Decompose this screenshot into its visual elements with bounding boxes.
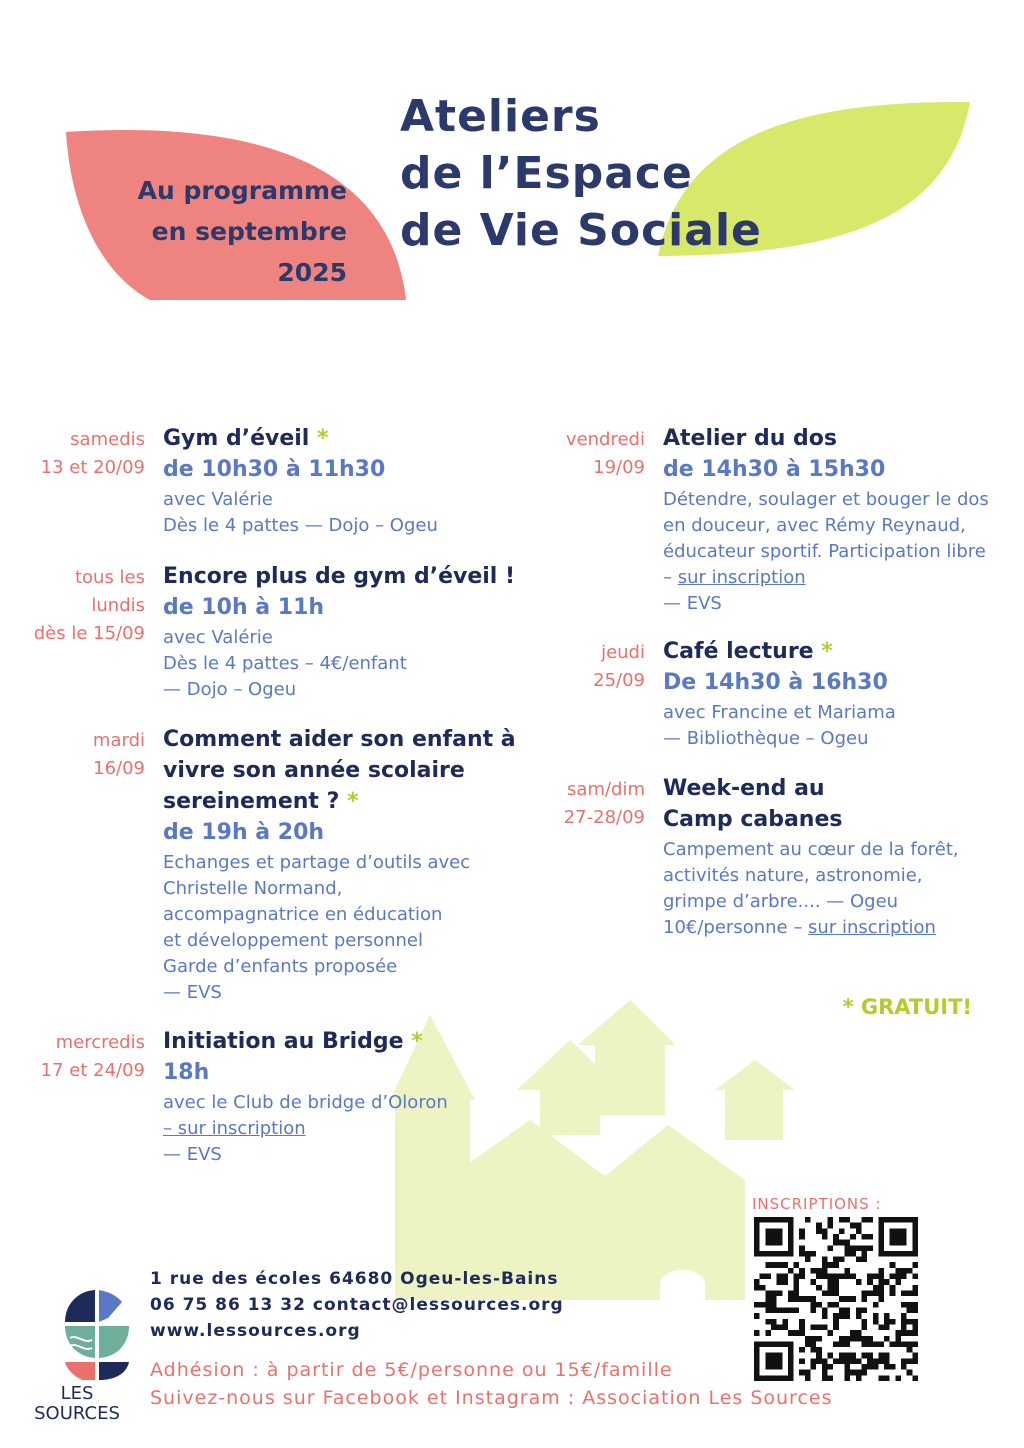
event-camp-cabanes — [563, 773, 959, 941]
les-sources-logo — [62, 1288, 132, 1384]
event-date: sam/dim 27-28/09 — [563, 779, 645, 828]
inscriptions-label: INSCRIPTIONS : — [752, 1195, 882, 1213]
event-cafe-lecture — [593, 636, 896, 752]
free-star: * — [411, 1029, 423, 1054]
registration-link[interactable]: sur inscription — [808, 917, 936, 938]
event-title: Week-end au — [663, 776, 825, 801]
desc-line: Echanges et partage d’outils avec — [163, 852, 471, 873]
desc-line: Garde d’enfants proposée — [163, 956, 398, 977]
desc-line: avec Valérie — [163, 627, 273, 648]
desc-line — [663, 565, 989, 591]
event-description — [163, 850, 516, 1006]
desc-line: Campement au cœur de la forêt, — [663, 839, 959, 860]
desc-line: Dès le 4 pattes – 4€/enfant — [163, 653, 407, 674]
desc-line: Détendre, soulager et bouger le dos — [663, 489, 989, 510]
event-description — [163, 625, 515, 703]
logo-wordmark: LES SOURCES — [34, 1383, 120, 1424]
desc-line: et développement personnel — [163, 930, 423, 951]
registration-link[interactable]: sur inscription — [677, 567, 806, 588]
event-description — [663, 487, 989, 617]
event-time: de 10h à 11h — [163, 595, 325, 620]
free-star: * — [317, 426, 329, 451]
subtitle-line: Au programme — [137, 176, 347, 205]
event-description — [663, 700, 896, 752]
desc-line: activités nature, astronomie, — [663, 865, 923, 886]
address: 1 rue des écoles 64680 Ogeu-les-Bains — [150, 1269, 559, 1289]
social-text: Suivez-nous sur Facebook et Instagram : Association Les Sources — [150, 1387, 833, 1409]
event-title — [163, 423, 438, 454]
event-title — [663, 636, 896, 667]
desc-line — [663, 915, 959, 941]
registration-link[interactable]: – sur inscription — [163, 1118, 306, 1139]
event-gym-eveil-lundis — [33, 561, 516, 703]
free-star: * — [347, 789, 359, 814]
event-title: vivre son année scolaire — [163, 758, 465, 783]
event-date: tous les lundis dès le 15/09 — [33, 567, 145, 644]
event-title-text: Initiation au Bridge — [163, 1029, 404, 1054]
title-line: de l’Espace — [400, 148, 693, 199]
title-line: Ateliers — [400, 91, 601, 142]
event-title-text: Café lecture — [663, 639, 814, 664]
event-title — [163, 1026, 448, 1057]
event-time: de 10h30 à 11h30 — [163, 457, 386, 482]
link-prefix: 10€/personne – — [663, 917, 809, 938]
event-time: de 19h à 20h — [163, 820, 325, 845]
desc-line: Christelle Normand, — [163, 878, 343, 899]
adhesion-text: Adhésion : à partir de 5€/personne ou 15€/famille — [150, 1359, 673, 1381]
desc-line: — EVS — [663, 593, 722, 614]
event-time: De 14h30 à 16h30 — [663, 670, 888, 695]
desc-line: — Dojo – Ogeu — [163, 679, 297, 700]
event-date: mercredis 17 et 24/09 — [40, 1032, 145, 1081]
desc-line: — Bibliothèque – Ogeu — [663, 728, 869, 749]
website-link[interactable]: www.lessources.org — [150, 1321, 361, 1341]
event-description — [163, 1090, 448, 1168]
desc-line: accompagnatrice en éducation — [163, 904, 443, 925]
desc-line: avec le Club de bridge d’Oloron — [163, 1092, 448, 1113]
event-date: mardi 16/09 — [92, 730, 145, 779]
event-title: Atelier du dos — [663, 426, 838, 451]
event-date: vendredi 19/09 — [565, 429, 645, 478]
membership-info — [150, 1356, 832, 1412]
event-title — [163, 786, 516, 817]
title-line: de Vie Sociale — [400, 205, 762, 256]
desc-line: en douceur, avec Rémy Reynaud, — [663, 515, 966, 536]
desc-line: — EVS — [163, 982, 222, 1003]
contact-info — [150, 1266, 564, 1344]
event-bridge — [40, 1026, 448, 1168]
event-title: Encore plus de gym d’éveil ! — [163, 564, 516, 589]
desc-line: avec Francine et Mariama — [663, 702, 896, 723]
subtitle-line: en septembre — [151, 217, 347, 246]
event-title: Comment aider son enfant à — [163, 727, 516, 752]
phone-email[interactable]: 06 75 86 13 32 contact@lessources.org — [150, 1295, 564, 1315]
desc-line: Dès le 4 pattes — Dojo – Ogeu — [163, 515, 438, 536]
desc-line: avec Valérie — [163, 489, 273, 510]
event-time: de 14h30 à 15h30 — [663, 457, 886, 482]
event-aide-scolaire — [92, 724, 516, 1006]
link-prefix: – — [663, 567, 678, 588]
desc-line: grimpe d’arbre.... — Ogeu — [663, 891, 899, 912]
village-silhouette — [390, 1000, 795, 1300]
event-title: Camp cabanes — [663, 807, 843, 832]
event-time: 18h — [163, 1060, 210, 1085]
event-gym-eveil — [40, 423, 438, 539]
event-title-text: Gym d’éveil — [163, 426, 310, 451]
event-date: samedis 13 et 20/09 — [40, 429, 145, 478]
event-atelier-dos — [565, 423, 989, 617]
page-title — [400, 88, 800, 259]
free-note: * GRATUIT! — [842, 995, 972, 1019]
desc-line: éducateur sportif. Participation libre — [663, 541, 986, 562]
subtitle-line: 2025 — [277, 258, 347, 287]
event-description — [663, 837, 959, 941]
desc-line: — EVS — [163, 1144, 222, 1165]
event-title-text: sereinement ? — [163, 789, 340, 814]
free-star: * — [821, 639, 833, 664]
program-subtitle — [27, 170, 347, 293]
event-description — [163, 487, 438, 539]
event-date: jeudi 25/09 — [593, 642, 645, 691]
